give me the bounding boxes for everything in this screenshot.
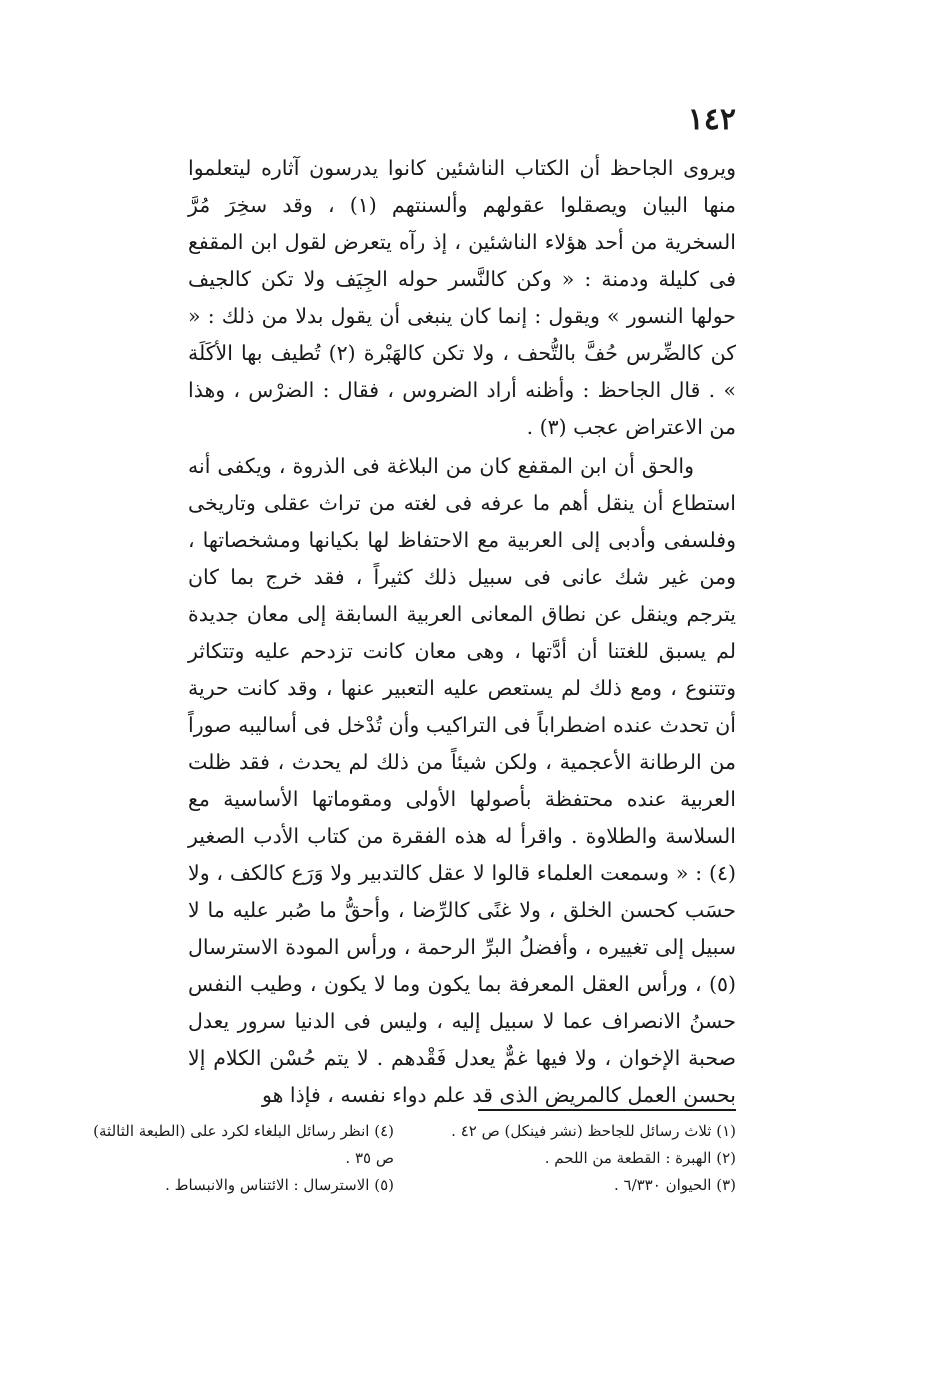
footnote-5: (٥) الاسترسال : الائتناس والانبساط . bbox=[165, 1176, 394, 1194]
page-number: ١٤٢ bbox=[687, 102, 736, 137]
footnote-3: (٣) الحيوان ٦/٣٣٠ . bbox=[613, 1176, 736, 1194]
footnotes-left-column bbox=[76, 1118, 394, 1199]
main-text bbox=[188, 150, 736, 1114]
footnotes bbox=[76, 1118, 736, 1199]
footnote-divider bbox=[478, 1109, 736, 1111]
footnote-1: (١) ثلاث رسائل للجاحظ (نشر فينكل) ص ٤٢ . bbox=[451, 1122, 736, 1140]
footnotes-right-column bbox=[418, 1118, 736, 1199]
footnote-4: (٤) انظر رسائل البلغاء لكرد على (الطبعة الثالثة) ص ٣٥ . bbox=[93, 1122, 394, 1167]
footnote-2: (٢) الهبرة : القطعة من اللحم . bbox=[544, 1149, 736, 1167]
paragraph-1: ويروى الجاحظ أن الكتاب الناشئين كانوا يدرسون آثاره ليتعلموا منها البيان ويصقلوا عقولهم وألسنتهم (١) ، وقد سخِرَ مُرَّ السخرية من أحد هؤلاء الناشئين ، إذ رآه يتعرض لقول ابن المقفع فى كليلة ودمنة : « وكن كالنَّسر حوله الجِيَف ولا تكن كالجيف حولها النسور » ويقول : إنما كان ينبغى أن يقول بدلا من ذلك : « كن كالضِّرس حُفَّ بالتُّحف ، ولا تكن كالهَبْرة (٢) تُطيف بها الأكَلَة » . قال الجاحظ : وأظنه أراد الضروس ، فقال : الضرْس ، وهذا من الاعتراض عجب (٣) . bbox=[188, 156, 737, 439]
paragraph-2: والحق أن ابن المقفع كان من البلاغة فى الذروة ، ويكفى أنه استطاع أن ينقل أهم ما عرفه فى لغته من تراث عقلى وتاريخى وفلسفى وأدبى إلى العربية مع الاحتفاظ لها بكيانها ومشخصاتها ، ومن غير شك عانى فى سبيل ذلك كثيراً ، فقد خرج بما كان يترجم وينقل عن نطاق المعانى العربية السابقة إلى معان جديدة لم يسبق للغتنا أن أدَّتها ، وهى معان كانت تزدحم عليه وتتكاثر وتتنوع ، ومع ذلك لم يستعص عليه التعبير عنها ، وقد كانت حرية أن تحدث عنده اضطراباً فى التراكيب وأن تُدْخل فى أساليبه صوراً من الرطانة الأعجمية ، ولكن شيئاً من ذلك لم يحدث ، فقد ظلت العربية عنده محتفظة بأصولها الأولى ومقوماتها الأساسية مع السلاسة والطلاوة . واقرأ له هذه الفقرة من كتاب الأدب الصغير (٤) : « وسمعت العلماء قالوا لا عقل كالتدبير ولا وَرَع كالكف ، ولا حسَب كحسن الخلق ، ولا غنًى كالرِّضا ، وأحقُّ ما صُبر عليه ما لا سبيل إلى تغييره ، وأفضلُ البرِّ الرحمة ، ورأس المودة الاسترسال (٥) ، ورأس العقل المعرفة بما يكون وما لا يكون ، وطيب النفس حسنُ الانصراف عما لا سبيل إليه ، وليس فى الدنيا سرور يعدل صحبة الإخوان ، ولا فيها غمٌّ يعدل فَقْدهم . لا يتم حُسْن الكلام إلا بحسن العمل كالمريض الذى قد علم دواء نفسه ، فإذا هو bbox=[188, 454, 736, 1107]
